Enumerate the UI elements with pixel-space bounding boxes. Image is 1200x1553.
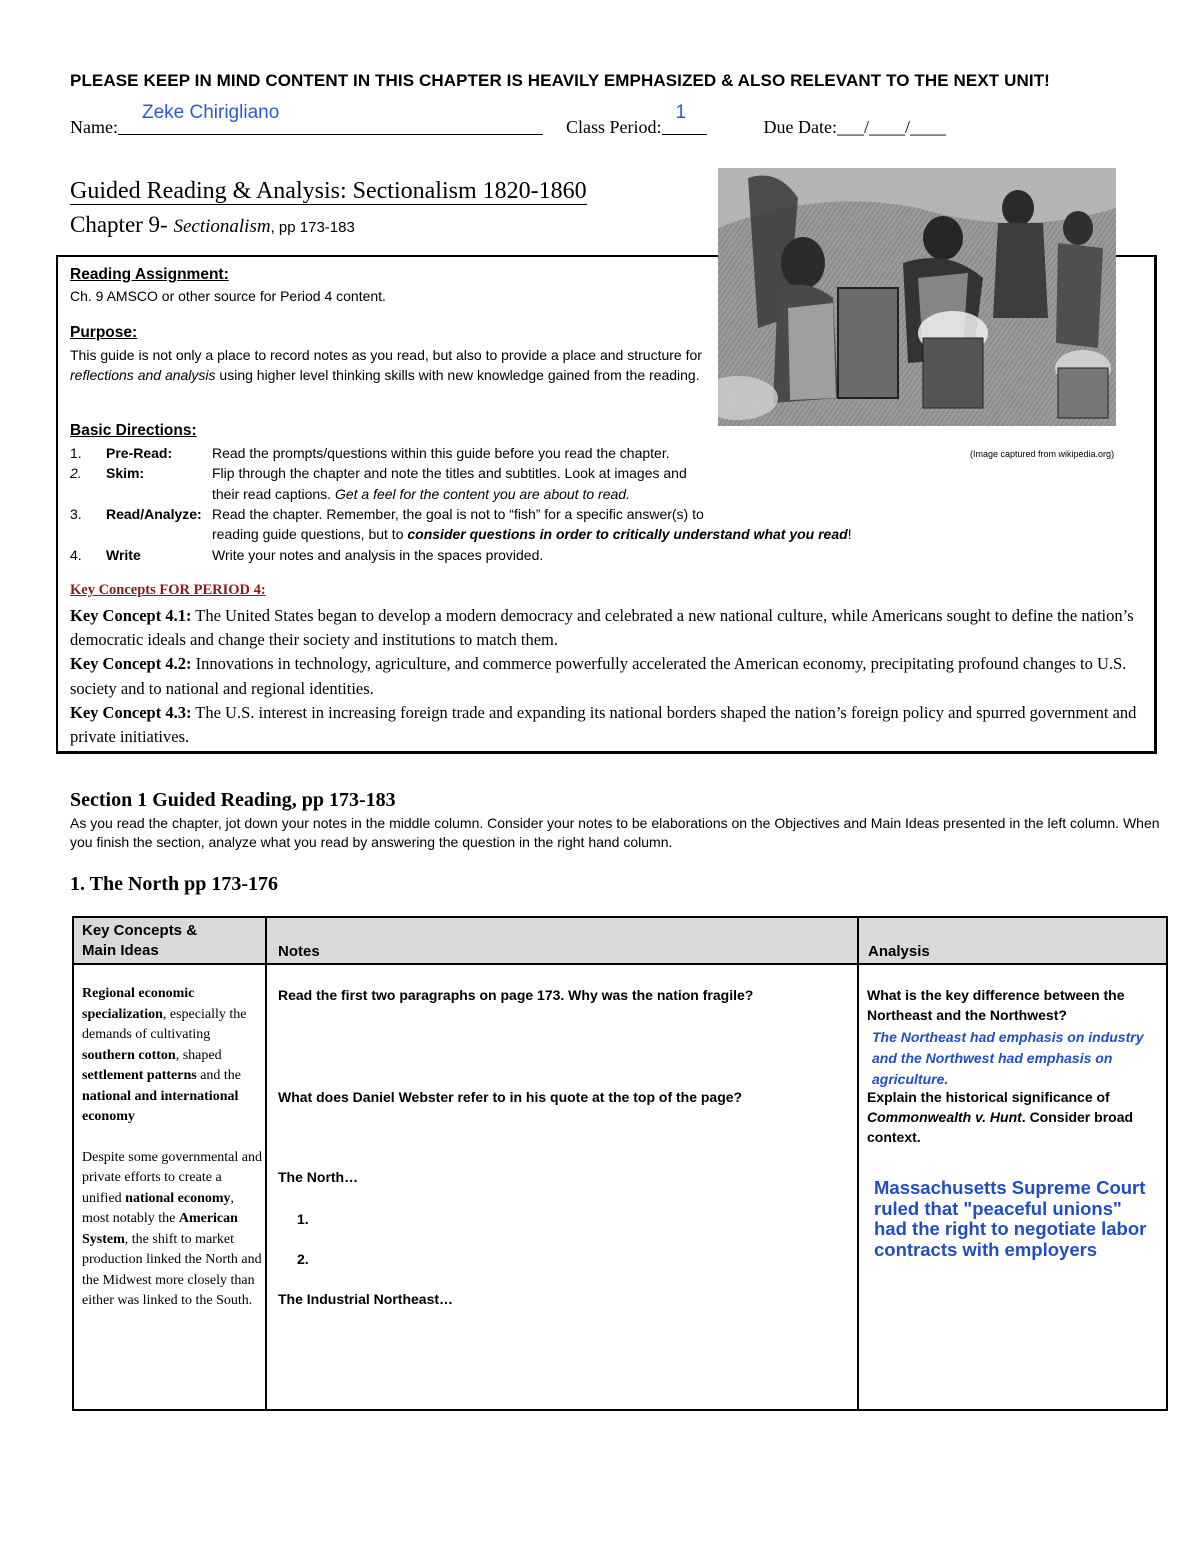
main-idea-text-run: national economy — [125, 1190, 231, 1206]
reading-assignment-text: Ch. 9 AMSCO or other source for Period 4 content. — [70, 288, 386, 304]
main-idea-text-run: and the — [196, 1068, 242, 1083]
direction-item-3: 3. Read/Analyze: Read the chapter. Remember, the goal is not to “fish” for a specific answer(s) to — [70, 506, 704, 522]
notes-answer-3-area[interactable] — [278, 1312, 848, 1402]
emphasis-banner: PLEASE KEEP IN MIND CONTENT IN THIS CHAPTER IS HEAVILY EMPHASIZED & ALSO RELEVANT TO THE NEXT UNIT! — [70, 71, 1050, 90]
direction-item-4: 4. Write Write your notes and analysis in the spaces provided. — [70, 547, 544, 563]
notes-question-2: What does Daniel Webster refer to in his quote at the top of the page? — [278, 1089, 743, 1105]
main-idea-text-run: American System — [82, 1211, 238, 1247]
analysis-question-2: Explain the historical significance of Commonwealth v. Hunt. Consider broad context. — [867, 1089, 1134, 1145]
header-analysis: Analysis — [868, 943, 930, 960]
main-idea-text-run: Regional economic specialization — [82, 986, 195, 1022]
page-title: Guided Reading & Analysis: Sectionalism 1820-1860 — [70, 178, 587, 204]
name-value: Zeke Chirigliano — [141, 102, 280, 123]
main-idea-text-run: Despite some governmental and private efforts to create a unified — [82, 1149, 263, 1206]
analysis-answer-2[interactable]: Massachusetts Supreme Court ruled that "peaceful unions" had the right to negotiate labor contracts with employers — [874, 1177, 1147, 1260]
main-idea-text-run: , the shift to market production linked the North and the Midwest more closely than either was linked to the South. — [82, 1231, 262, 1308]
column-divider — [265, 918, 267, 1409]
direction-item-2-cont: their read captions. Get a feel for the content you are about to read. — [212, 486, 630, 502]
image-caption: (Image captured from wikipedia.org) — [970, 449, 1115, 459]
section-1-description: As you read the chapter, jot down your notes in the middle column. Consider your notes to be elaborations on the Objectives and Main Ideas presented in the left column. When you finish the section, analyze what you read by answering the question in the right hand column. — [70, 815, 1160, 850]
purpose-label: Purpose: — [70, 324, 138, 341]
main-idea-text-run: , especially the demands of cultivating — [82, 1006, 247, 1042]
notes-question-1: Read the first two paragraphs on page 173. Why was the nation fragile? — [278, 987, 754, 1003]
direction-item-1: 1. Pre-Read: Read the prompts/questions within this guide before you read the chapter. — [70, 445, 670, 461]
class-period-value: 1 — [675, 102, 687, 123]
due-date-field[interactable]: ___/____/____ — [836, 117, 946, 137]
main-idea-2 — [82, 1148, 262, 1312]
section-1-title: Section 1 Guided Reading, pp 173-183 — [70, 789, 396, 811]
direction-item-3-cont: reading guide questions, but to consider questions in order to critically understand what you read! — [212, 526, 852, 542]
main-idea-1 — [82, 984, 262, 1128]
analysis-question-1: What is the key difference between the Northeast and the Northwest? — [867, 987, 1125, 1023]
notes-the-north-label: The North… — [278, 1169, 359, 1185]
key-concept-4-3: Key Concept 4.3: The U.S. interest in increasing foreign trade and expanding its national borders shaped the nation’s foreign policy and spurred government and private initiatives. — [70, 702, 1137, 747]
main-idea-text-run: national and international economy — [82, 1088, 239, 1124]
main-idea-text-run: southern cotton — [82, 1047, 176, 1063]
reading-assignment-label: Reading Assignment: — [70, 266, 229, 283]
basic-directions-label: Basic Directions: — [70, 422, 197, 439]
key-concept-4-2: Key Concept 4.2: Innovations in technology, agriculture, and commerce powerfully accelerated the American economy, precipitating profound changes to U.S. society and to national and regional identities. — [70, 654, 1127, 698]
notes-answer-1-area[interactable] — [278, 1008, 848, 1083]
chapter-title: Chapter 9- Sectionalism, pp 173-183 — [70, 212, 355, 237]
key-concepts-list — [70, 604, 1145, 749]
name-label: Name: — [70, 117, 118, 137]
notes-answer-2-area[interactable] — [278, 1110, 848, 1165]
table-header-row — [74, 918, 1166, 965]
class-period-field[interactable] — [662, 102, 707, 135]
name-field[interactable] — [118, 102, 543, 135]
header-notes: Notes — [278, 943, 320, 960]
subsection-title: 1. The North pp 173-176 — [70, 873, 278, 895]
key-concepts-label: Key Concepts FOR PERIOD 4: — [70, 582, 266, 598]
main-idea-text-run: , shaped — [175, 1047, 222, 1063]
due-date-label: Due Date: — [763, 117, 837, 137]
direction-item-2: 2. Skim: Flip through the chapter and note the titles and subtitles. Look at images and — [70, 465, 687, 481]
main-idea-text-run: settlement patterns — [82, 1068, 197, 1083]
column-divider — [857, 918, 859, 1409]
analysis-answer-1[interactable]: The Northeast had emphasis on industry and the Northwest had emphasis on agriculture. — [872, 1029, 1144, 1087]
student-info-line — [70, 102, 946, 138]
header-key-concepts: Key Concepts & Main Ideas — [82, 922, 198, 959]
main-idea-text-run: , most notably the — [82, 1190, 235, 1226]
purpose-text: This guide is not only a place to record notes as you read, but also to provide a place and structure for reflections and analysis using higher level thinking skills with new knowledge gained from the reading. — [70, 347, 702, 383]
notes-the-north-item-2: 2. — [297, 1251, 309, 1267]
class-period-label: Class Period: — [565, 117, 662, 137]
notes-industrial-northeast-label: The Industrial Northeast… — [278, 1291, 454, 1307]
key-concept-4-1: Key Concept 4.1: The United States began to develop a modern democracy and celebrated a new national culture, while Americans sought to define the nation’s democratic ideals and change their society and institutions to match them. — [70, 606, 1134, 650]
main-ideas-cell — [82, 984, 262, 1312]
cotton-gin-engraving-image — [718, 168, 1116, 426]
notes-the-north-item-1: 1. — [297, 1211, 309, 1227]
